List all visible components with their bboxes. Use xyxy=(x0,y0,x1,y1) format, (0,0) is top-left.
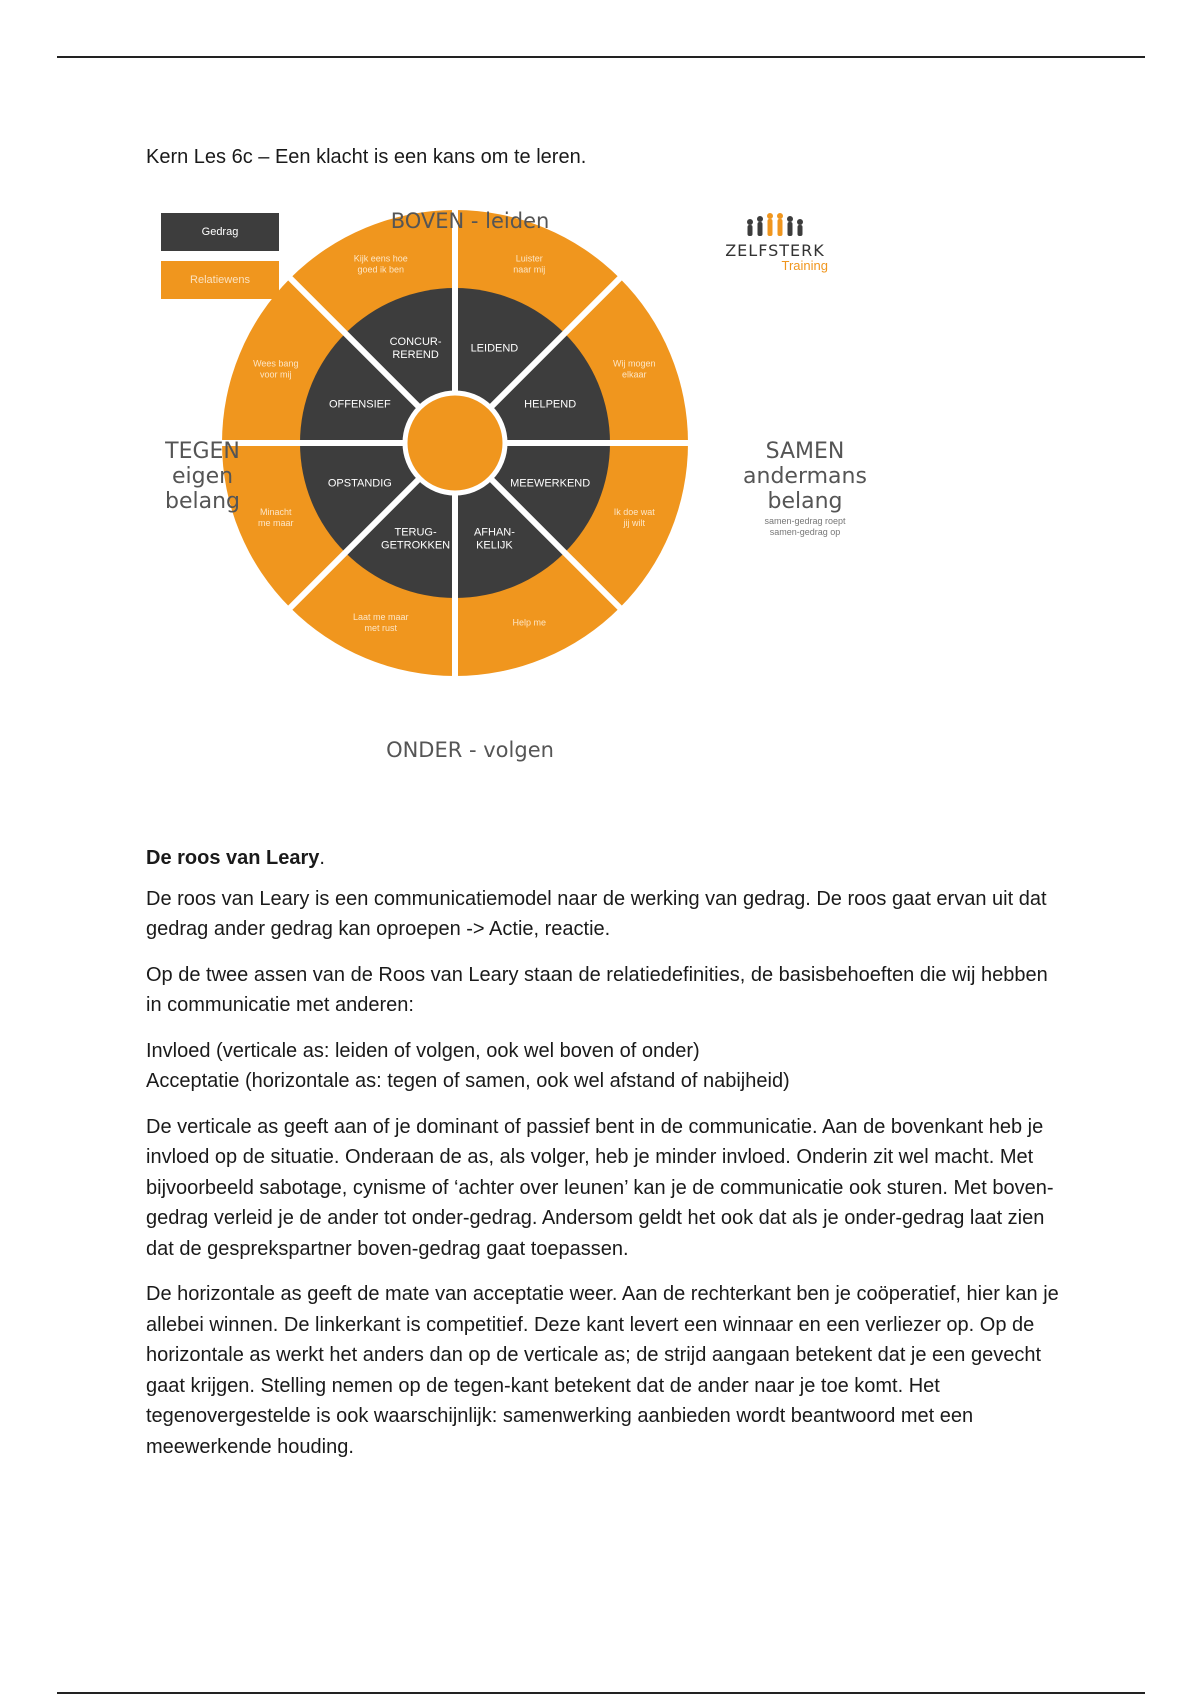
sector-wish-label: Wij mogen elkaar xyxy=(612,358,656,380)
axis-right-line: andermans xyxy=(743,464,867,489)
axis-right-note xyxy=(750,516,860,538)
paragraph-5: De horizontale as geeft de mate van acceptatie weer. Aan de rechterkant ben je coöperatief, hier kan je allebei winnen. De linkerkant is competitief. Deze kant levert een winnaar en een verliezer op. Op de horizontale as werkt het anders dan op de verticale as; de strijd aangaan betekent dat je een gevecht gaat krijgen. Stelling nemen op de tegen-kant betekent dat de ander naar je toe komt. Het tegenovergestelde is ook waarschijnlijk: samenwerking aanbieden wordt beantwoord met een meewerkende houding. xyxy=(146,1283,1059,1458)
bottom-rule xyxy=(57,1692,1145,1694)
axis-right-label xyxy=(740,439,870,514)
article-heading-text: De roos van Leary xyxy=(146,847,320,869)
zelfsterk-logo xyxy=(710,210,840,280)
legend-relation-wish: Relatiewens xyxy=(161,261,279,299)
axis-note-line: samen-gedrag roept xyxy=(764,516,846,526)
sector-wish-label: Laat me maar met rust xyxy=(352,611,409,633)
article-heading-suffix: . xyxy=(319,847,325,869)
sector-wish-label: Ik doe wat jij wilt xyxy=(613,506,655,528)
article-heading xyxy=(146,843,1066,874)
people-icon xyxy=(710,210,840,242)
rose-center xyxy=(405,393,505,493)
axis-top-label: BOVEN - leiden xyxy=(390,209,550,233)
axis-right-line: belang xyxy=(767,489,843,514)
logo-subtitle: Training xyxy=(781,258,828,273)
axis-left-label xyxy=(150,439,255,514)
sector-wish-label: Luister naar mij xyxy=(513,253,546,275)
paragraph-1: De roos van Leary is een communicatiemodel naar de werking van gedrag. De roos gaat ervan uit dat gedrag ander gedrag kan oproepen -> Actie, reactie. xyxy=(146,887,1047,940)
logo-name: ZELFSTERK xyxy=(725,241,825,260)
axis-right-line: SAMEN xyxy=(765,439,845,464)
paragraph-4: De verticale as geeft aan of je dominant of passief bent in de communicatie. Aan de bovenkant heb je invloed op de situatie. Onderaan de as, als volger, heb je minder invloed. Onderin zit wel macht. Met bijvoorbeeld sabotage, cynisme of ‘achter over leunen’ kan je de communicatie ook sturen. Met boven-gedrag verleid je de ander tot onder-gedrag. Andersom geldt het ook dat als je onder-gedrag laat zien dat de gesprekspartner boven-gedrag gaat toepassen. xyxy=(146,1115,1054,1260)
sector-behavior-label: CONCUR-REREND xyxy=(389,336,442,362)
legend-behavior: Gedrag xyxy=(161,213,279,251)
sector-behavior-label: AFHAN-KELIJK xyxy=(473,526,515,552)
sector-behavior-label: MEEWERKEND xyxy=(510,477,591,490)
sector-behavior-label: TERUG-GETROKKEN xyxy=(381,526,451,552)
article xyxy=(146,843,1066,1477)
lesson-title: Kern Les 6c – Een klacht is een kans om te leren. xyxy=(146,146,587,168)
paragraph-3-line-2: Acceptatie (horizontale as: tegen of samen, ook wel afstand of nabijheid) xyxy=(146,1070,790,1092)
sector-behavior-label: HELPEND xyxy=(524,398,577,411)
axis-left-line: belang xyxy=(164,489,240,514)
leary-rose-figure xyxy=(150,195,870,775)
sector-behavior-label: LEIDEND xyxy=(470,342,519,355)
paragraph-2: Op de twee assen van de Roos van Leary staan de relatiedefinities, de basisbehoeften die wij hebben in communicatie met anderen: xyxy=(146,963,1048,1016)
sector-wish-label: Wees bang voor mij xyxy=(253,358,299,380)
axis-left-line: eigen xyxy=(171,464,234,489)
sector-behavior-label: OFFENSIEF xyxy=(328,398,391,411)
top-rule xyxy=(57,56,1145,58)
paragraph-3-line-1: Invloed (verticale as: leiden of volgen, ook wel boven of onder) xyxy=(146,1039,700,1062)
sector-wish-label: Kijk eens hoe goed ik ben xyxy=(353,253,408,275)
sector-wish-label: Minacht me maar xyxy=(258,506,294,528)
sector-wish-label: Help me xyxy=(512,617,546,628)
axis-bottom-label: ONDER - volgen xyxy=(386,738,554,762)
paragraph-3 xyxy=(146,1036,1066,1097)
axis-note-line: samen-gedrag op xyxy=(769,527,841,537)
sector-behavior-label: OPSTANDIG xyxy=(327,477,392,490)
axis-left-line: TEGEN xyxy=(165,439,240,464)
